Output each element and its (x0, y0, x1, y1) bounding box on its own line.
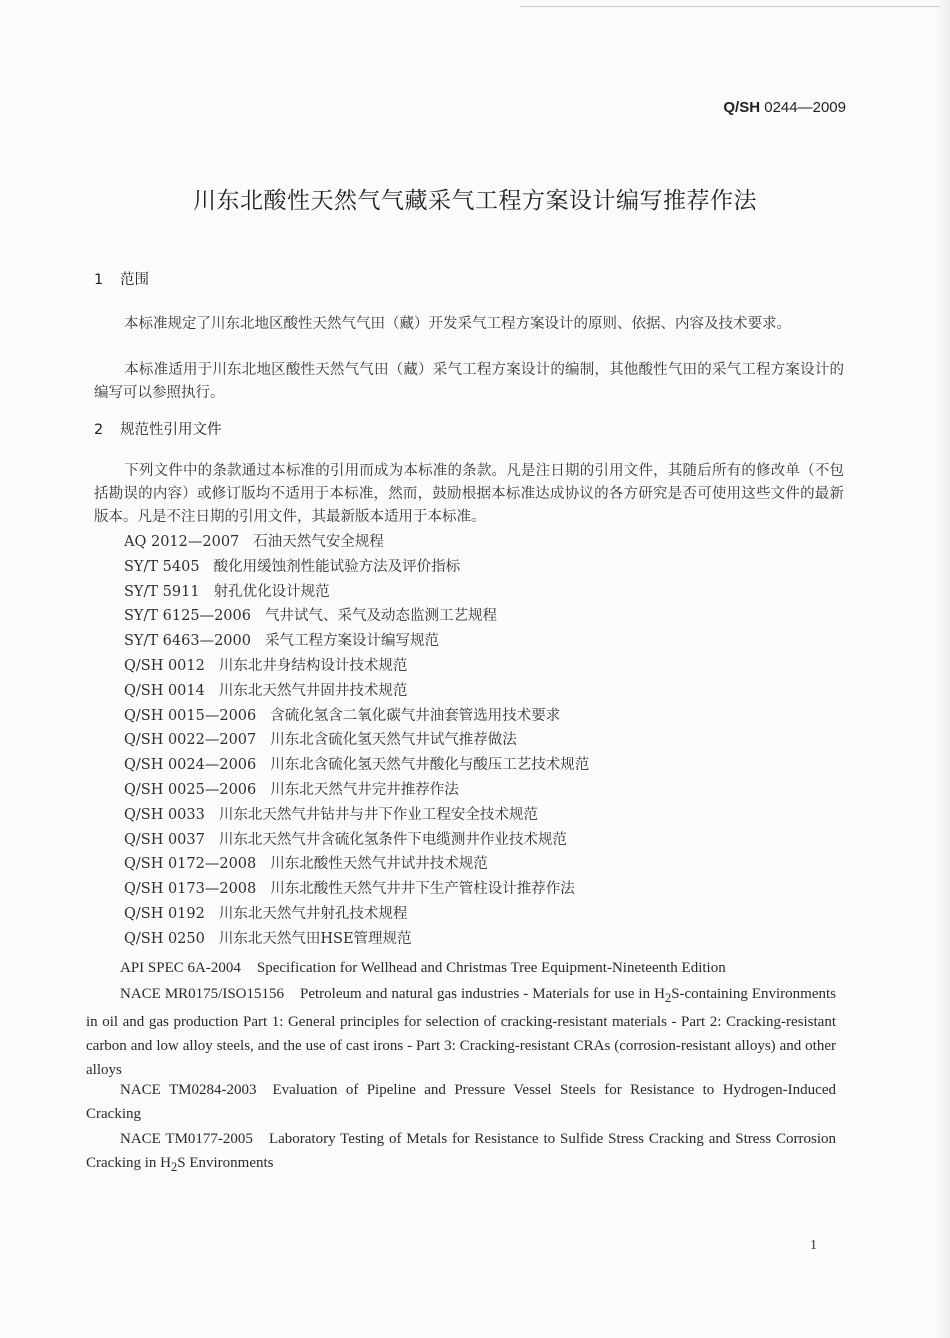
reference-item: Q/SH 0025—2006 川东北天然气井完井推荐作法 (124, 781, 459, 798)
section-2-heading (94, 418, 222, 439)
reference-item: Q/SH 0250 川东北天然气田HSE管理规范 (124, 930, 412, 947)
section-number: 1 (94, 272, 104, 288)
scan-border-line (520, 6, 940, 7)
reference-item: Q/SH 0012 川东北井身结构设计技术规范 (124, 657, 408, 674)
reference-item: Q/SH 0022—2007 川东北含硫化氢天然气井试气推荐做法 (124, 732, 517, 749)
reference-item: Q/SH 0015—2006 含硫化氢含二氧化碳气井油套管选用技术要求 (124, 707, 561, 724)
reference-item: Q/SH 0173—2008 川东北酸性天然气井井下生产管柱设计推荐作法 (124, 881, 575, 898)
document-code (723, 99, 846, 116)
section-1-paragraph-1: 本标准规定了川东北地区酸性天然气气田（藏）开发采气工程方案设计的原则、依据、内容及技术要求。 (124, 316, 791, 332)
reference-item: SY/T 5405 酸化用缓蚀剂性能试验方法及评价指标 (124, 558, 461, 575)
reference-item: SY/T 6125—2006 气井试气、采气及动态监测工艺规程 (124, 608, 497, 625)
reference-nace-tm0177: NACE TM0177-2005 Laboratory Testing of Metals for Resistance to Sulfide Stress Cracking and Stress Corrosion Cracking in $H_2S$ Environments (86, 1131, 836, 1174)
section-title: 规范性引用文件 (120, 422, 222, 438)
document-code-prefix: Q/SH (723, 99, 761, 116)
page-number: 1 (810, 1238, 817, 1253)
reference-item: Q/SH 0024—2006 川东北含硫化氢天然气井酸化与酸压工艺技术规范 (124, 757, 590, 774)
reference-api: API SPEC 6A-2004 Specification for Wellhead and Christmas Tree Equipment-Nineteenth Edition (120, 960, 726, 976)
reference-item: Q/SH 0014 川东北天然气井固井技术规范 (124, 682, 408, 699)
reference-list (124, 530, 844, 952)
reference-nace-tm0284: NACE TM0284-2003 Evaluation of Pipeline and Pressure Vessel Steels for Resistance to Hydrogen-Induced Cracking (86, 1082, 836, 1122)
document-code-number: 0244—2009 (764, 99, 846, 116)
section-2-paragraph-1: 下列文件中的条款通过本标准的引用而成为本标准的条款。凡是注日期的引用文件，其随后所有的修改单（不包括勘误的内容）或修订版均不适用于本标准，然而，鼓励根据本标准达成协议的各方研究是否可使用这些文件的最新版本。凡是不注日期的引用文件，其最新版本适用于本标准。 (94, 463, 844, 525)
section-1-paragraph-2: 本标准适用于川东北地区酸性天然气气田（藏）采气工程方案设计的编制，其他酸性气田的采气工程方案设计的编写可以参照执行。 (94, 362, 844, 401)
section-title: 范围 (120, 272, 149, 288)
reference-nace-mr0175: NACE MR0175/ISO15156 Petroleum and natural gas industries - Materials for use in $H_2S$-containing Environments in oil and gas production Part 1: General principles for selection of cracking-resistant materials - Part 2: Cracking-resistant carbon and low alloy steels, and the use of cast irons - Part 3: Cracking-resistant CRAs (corrosion-resistant alloys) and other alloys (86, 986, 836, 1078)
reference-item: SY/T 6463—2000 采气工程方案设计编写规范 (124, 633, 439, 650)
section-number: 2 (94, 422, 104, 438)
document-title: 川东北酸性天然气气藏采气工程方案设计编写推荐作法 (193, 188, 757, 214)
reference-item: AQ 2012—2007 石油天然气安全规程 (124, 534, 384, 550)
reference-item: Q/SH 0037 川东北天然气井含硫化氢条件下电缆测井作业技术规范 (124, 831, 567, 848)
reference-item: SY/T 5911 射孔优化设计规范 (124, 583, 330, 600)
reference-item: Q/SH 0172—2008 川东北酸性天然气井试井技术规范 (124, 856, 488, 873)
reference-item: Q/SH 0033 川东北天然气井钻井与井下作业工程安全技术规范 (124, 806, 538, 823)
section-1-heading (94, 268, 149, 289)
reference-item: Q/SH 0192 川东北天然气井射孔技术规程 (124, 905, 408, 922)
